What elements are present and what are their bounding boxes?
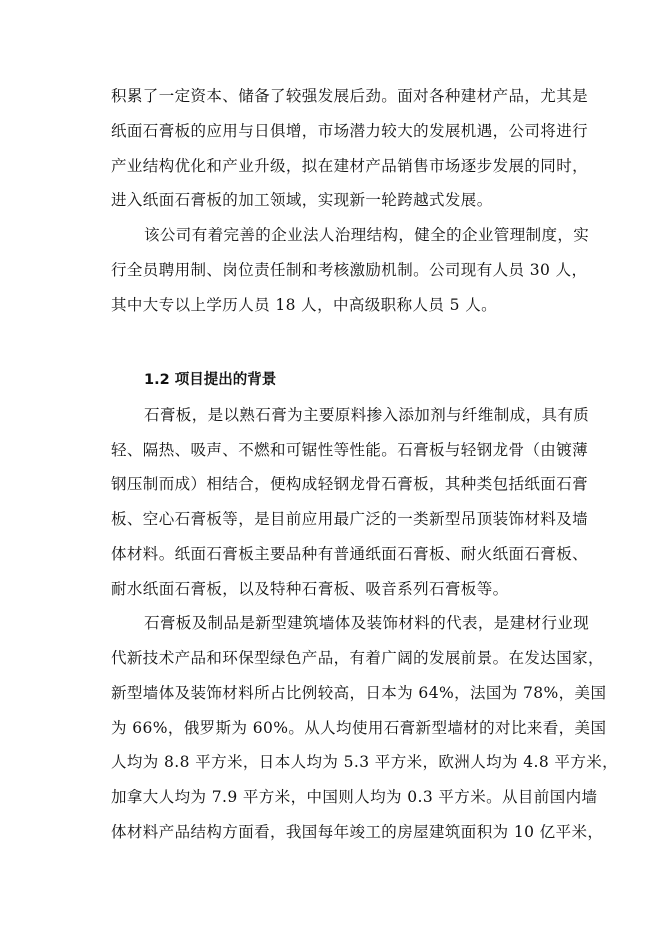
text-line: 纸面石膏板的应用与日俱增，市场潜力较大的发展机遇，公司将进行	[111, 122, 589, 140]
text-line: 轻、隔热、吸声、不燃和可锯性等性能。石膏板与轻钢龙骨（由镀薄	[111, 441, 589, 459]
text-line: 体材料。纸面石膏板主要品种有普通纸面石膏板、耐火纸面石膏板、	[111, 545, 589, 563]
text-line: 积累了一定资本、储备了较强发展后劲。面对各种建材产品，尤其是	[111, 87, 589, 105]
text-line: 板、空心石膏板等，是目前应用最广泛的一类新型吊顶装饰材料及墙	[111, 510, 589, 528]
text-line: 人均为 8.8 平方米，日本人均为 5.3 平方米，欧洲人均为 4.8 平方米，	[111, 753, 619, 771]
text-line: 行全员聘用制、岗位责任制和考核激励机制。公司现有人员 30 人，	[111, 261, 588, 279]
section-heading: 1.2 项目提出的背景	[144, 372, 277, 388]
text-line: 新型墙体及装饰材料所占比例较高，日本为 64%，法国为 78%，美国	[111, 684, 607, 702]
text-line: 石膏板及制品是新型建筑墙体及装饰材料的代表，是建材行业现	[144, 614, 590, 632]
text-line: 石膏板，是以熟石膏为主要原料掺入添加剂与纤维制成，具有质	[144, 406, 590, 424]
text-line: 为 66%，俄罗斯为 60%。从人均使用石膏新型墙材的对比来看，美国	[111, 719, 607, 737]
text-line: 耐水纸面石膏板，以及特种石膏板、吸音系列石膏板等。	[111, 580, 509, 598]
text-line: 体材料产品结构方面看，我国每年竣工的房屋建筑面积为 10 亿平米，	[111, 823, 604, 841]
text-line: 加拿大人均为 7.9 平方米，中国则人均为 0.3 平方米。从目前国内墙	[111, 788, 598, 806]
text-line: 钢压制而成）相结合，便构成轻钢龙骨石膏板，其种类包括纸面石膏	[111, 475, 589, 493]
text-line: 其中大专以上学历人员 18 人，中高级职称人员 5 人。	[111, 296, 497, 314]
text-line: 该公司有着完善的企业法人治理结构，健全的企业管理制度，实	[144, 226, 590, 244]
text-line: 代新技术产品和环保型绿色产品，有着广阔的发展前景。在发达国家，	[111, 649, 604, 667]
text-line: 进入纸面石膏板的加工领域，实现新一轮跨越式发展。	[111, 191, 493, 209]
text-line: 产业结构优化和产业升级，拟在建材产品销售市场逐步发展的同时，	[111, 157, 589, 175]
